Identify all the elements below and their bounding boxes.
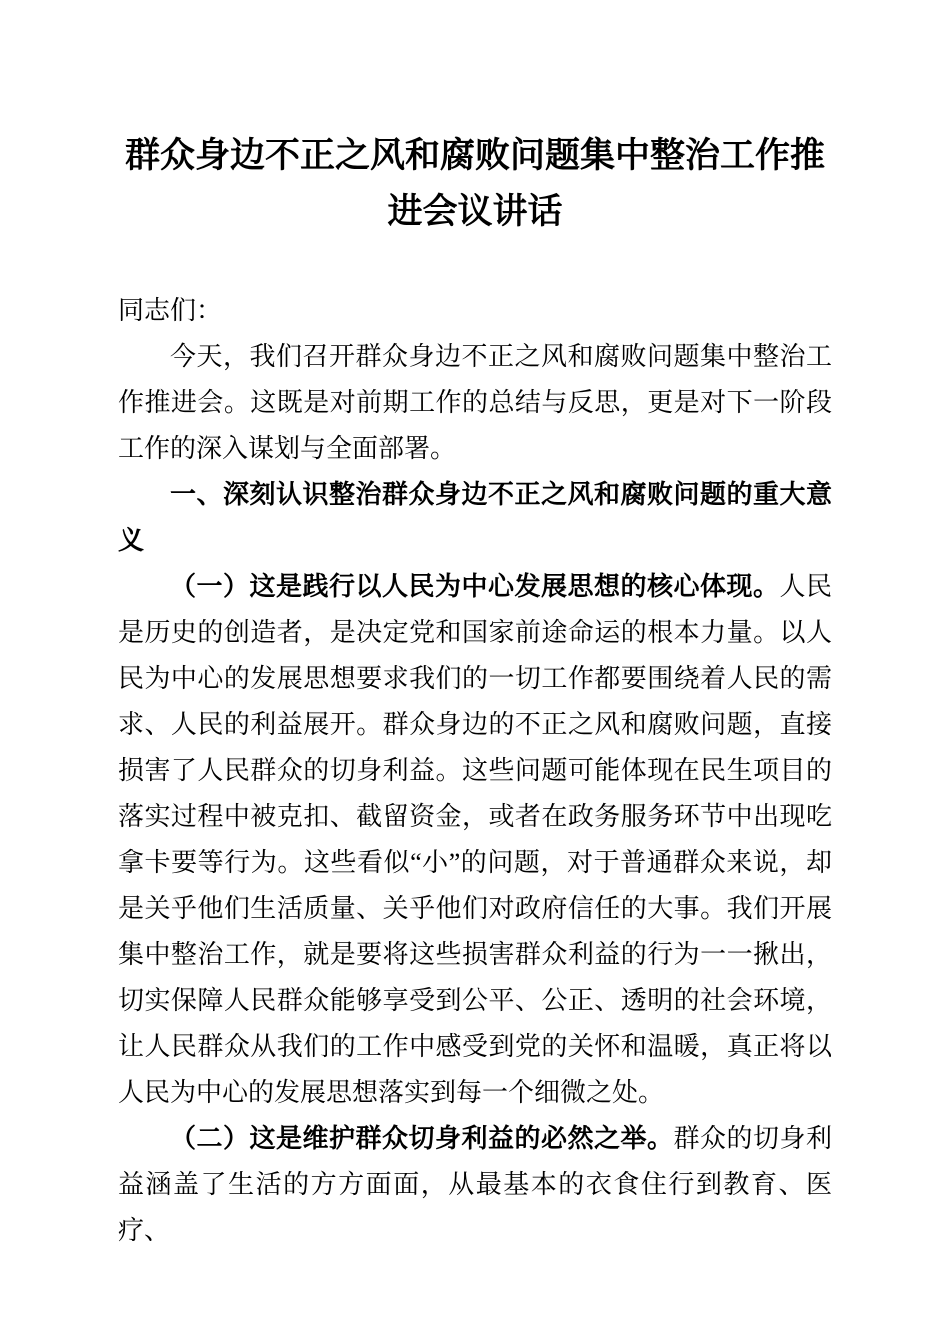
section-1-heading: 一、深刻认识整治群众身边不正之风和腐败问题的重大意义 xyxy=(118,480,832,555)
paragraph-2-text: 群众的切身利益涵盖了生活的方方面面，从最基本的衣食住行到教育、医疗、 xyxy=(118,1124,832,1245)
document-body xyxy=(118,288,832,1254)
salutation: 同志们： xyxy=(118,296,223,325)
paragraph-1-text: 人民是历史的创造者，是决定党和国家前途命运的根本力量。以人民为中心的发展思想要求我们的一切工作都要围绕着人民的需求、人民的利益展开。群众身边的不正之风和腐败问题，直接损害了人民群众的切身利益。这些问题可能体现在民生项目的落实过程中被克扣、截留资金，或者在政务服务环节中出现吃拿卡要等行为。这些看似“小”的问题，对于普通群众来说，却是关乎他们生活质量、关乎他们对政府信任的大事。我们开展集中整治工作，就是要将这些损害群众利益的行为一一揪出，切实保障人民群众能够享受到公平、公正、透明的社会环境，让人民群众从我们的工作中感受到党的关怀和温暖，真正将以人民为中心的发展思想落实到每一个细微之处。 xyxy=(118,572,832,1107)
paragraph-1-lead: （一）这是践行以人民为中心发展思想的核心体现。 xyxy=(170,572,780,601)
paragraph-2 xyxy=(118,1116,832,1254)
paragraph-1 xyxy=(118,564,832,1116)
intro-paragraph: 今天，我们召开群众身边不正之风和腐败问题集中整治工作推进会。这既是对前期工作的总结与反思，更是对下一阶段工作的深入谋划与全面部署。 xyxy=(118,342,832,463)
paragraph-2-lead: （二）这是维护群众切身利益的必然之举。 xyxy=(170,1124,674,1153)
document-title: 群众身边不正之风和腐败问题集中整治工作推进会议讲话 xyxy=(124,136,825,231)
